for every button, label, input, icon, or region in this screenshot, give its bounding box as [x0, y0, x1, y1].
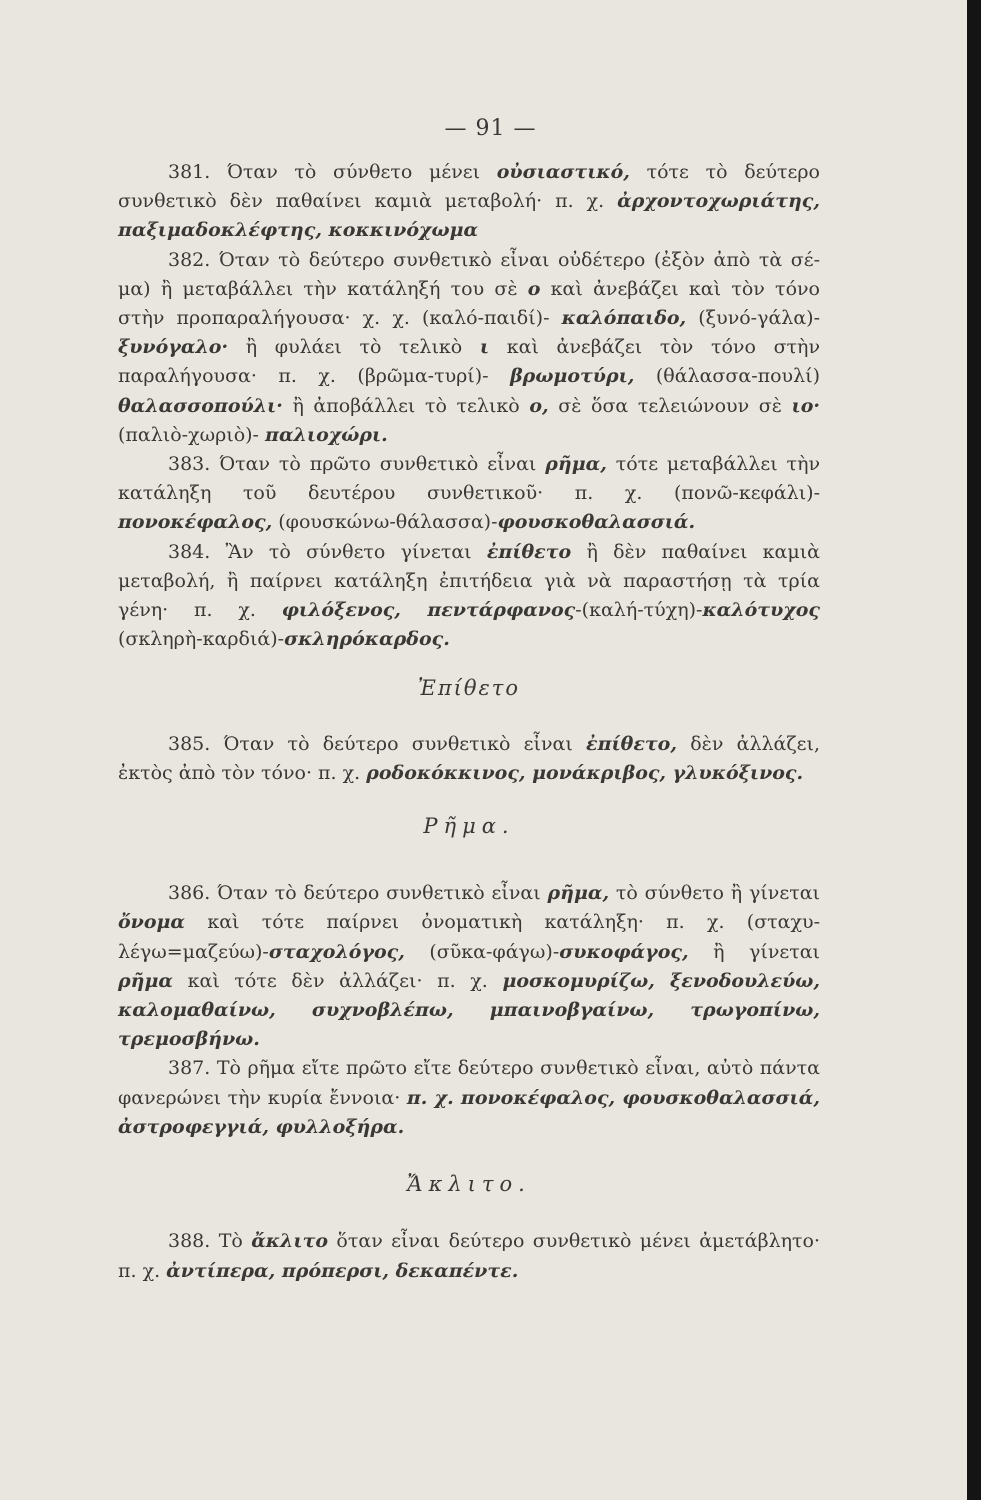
bold-term: ρῆμα	[118, 969, 173, 992]
bold-term: σταχολόγος,	[268, 940, 405, 963]
page-number: — 91 —	[444, 116, 537, 141]
paragraph-number: 388.	[168, 1230, 211, 1253]
section-heading-rima: Ρῆμα.	[423, 814, 515, 839]
paragraph-number: 385.	[168, 732, 211, 755]
paragraph-387: 387. Τὸ ρῆμα εἴτε πρῶτο εἴτε δεύτερο συνθετικὸ εἶναι, αὐτὸ πάντα φανερώνει τὴν κυρία ἔννοια· π. χ. πονοκέφαλος, φουσκοθαλασσιά, ἀστροφεγγιά, φυλλοξήρα.	[118, 1057, 820, 1138]
bold-term: μοσκομυρίζω, ξενοδουλεύω, καλομαθαίνω, συχνοβλέπω, μπαινοβγαίνω, τρωγοπίνω, τρεμοσβήνω.	[118, 969, 820, 1051]
paragraph-number: 381.	[168, 161, 211, 183]
bold-term: σκληρόκαρδος.	[284, 628, 450, 651]
bold-term: ιο·	[791, 394, 821, 417]
bold-term: ἀρχοντοχωριάτης, παξιμαδοκλέφτης, κοκκινόχωμα	[118, 190, 820, 242]
paragraph-number: 386.	[168, 882, 211, 905]
paragraph-number: 387.	[168, 1057, 211, 1080]
bold-term: ροδοκόκκινος, μονάκριβος, γλυκόξινος.	[366, 761, 804, 784]
paragraph-388: 388. Τὸ ἄκλιτο ὅταν εἶναι δεύτερο συνθετικὸ μένει ἀμετάβλητο· π. χ. ἀντίπερα, πρόπερσι, δεκαπέντε.	[118, 1230, 820, 1282]
bold-term: ἐπίθετο	[486, 540, 572, 563]
bold-term: καλότυχος	[702, 599, 820, 622]
paragraph-385: 385. Όταν τὸ δεύτερο συνθετικὸ εἶναι ἐπίθετο, δὲν ἀλλάζει, ἐκτὸς ἀπὸ τὸν τόνο· π. χ. ροδοκόκκινος, μονάκριβος, γλυκόξινος.	[118, 732, 821, 784]
bold-term: πονοκέφαλος,	[118, 511, 273, 534]
paragraph-number: 382.	[168, 248, 211, 271]
bold-term: φουσκοθαλασσιά.	[497, 511, 696, 534]
bold-term: βρωμοτύρι,	[510, 365, 635, 388]
paragraph-383: 383. Όταν τὸ πρῶτο συνθετικὸ εἶναι ρῆμα, τότε μεταβάλλει τὴν κατάληξη τοῦ δευτέρου συνθετικοῦ· π. χ. (πονῶ-κεφάλι)-πονοκέφαλος, (φουσκώνω-θάλασσα)-φουσκοθαλασσιά.	[118, 453, 820, 534]
bold-term: ο,	[529, 394, 549, 417]
paragraph-384: 384. Ἂν τὸ σύνθετο γίνεται ἐπίθετο ἢ δὲν παθαίνει καμιὰ μεταβολή, ἢ παίρνει κατάληξη ἐπιτήδεια γιὰ νὰ παραστήσῃ τὰ τρία γένη· π. χ. φιλόξενος, πεντάρφανος-(καλή-τύχη)-καλότυχος (σκληρὴ-καρδιά)-σκληρόκαρδος.	[118, 540, 820, 651]
paragraph-381: 381. Όταν τὸ σύνθετο μένει οὐσιαστικό, τότε τὸ δεύτερο συνθετικὸ δὲν παθαίνει καμιὰ μεταβολή· π. χ. ἀρχοντοχωριάτης, παξιμαδοκλέφτης, κοκκινόχωμα	[118, 161, 820, 242]
bold-term: φιλόξενος, πεντάρφανος	[281, 599, 576, 622]
bold-term: παλιοχώρι.	[265, 423, 388, 446]
paragraph-number: 383.	[168, 453, 211, 476]
section-heading-epitheto: Ἐπίθετο	[417, 676, 521, 701]
bold-term: π. χ. πονοκέφαλος, φουσκοθαλασσιά, ἀστροφεγγιά, φυλλοξήρα.	[118, 1086, 820, 1138]
section-heading-aklito: Ἄκλιτο.	[407, 1172, 531, 1197]
bold-term: ὄνομα	[118, 911, 186, 934]
bold-term: θαλασσοπούλι·	[118, 394, 283, 417]
bold-term: ι	[479, 336, 490, 359]
paragraph-382: 382. Όταν τὸ δεύτερο συνθετικὸ εἶναι οὐδέτερο (ἐξὸν ἀπὸ τὰ σέ-μα) ἢ μεταβάλλει τὴν κατάληξή του σὲ ο καὶ ἀνεβάζει καὶ τὸν τόνο στὴν προπαραλήγουσα· χ. χ. (καλό-παιδί)- καλόπαιδο, (ξυνό-γάλα)-ξυνόγαλο· ἢ φυλάει τὸ τελικὸ ι καὶ ἀνεβάζει τὸν τόνο στὴν παραλήγουσα· π. χ. (βρῶμα-τυρί)- βρωμοτύρι, (θάλασσα-πουλί) θαλασσοπούλι· ἢ ἀποβάλλει τὸ τελικὸ ο, σὲ ὅσα τελειώνουν σὲ ιο· (παλιὸ-χωριὸ)- παλιοχώρι.	[118, 248, 821, 446]
bold-term: ἄκλιτο	[251, 1230, 329, 1253]
bold-term: ρῆμα,	[545, 453, 607, 476]
bold-term: συκοφάγος,	[559, 940, 689, 963]
bold-term: ἀντίπερα, πρόπερσι, δεκαπέντε.	[166, 1259, 519, 1282]
bold-term: ρῆμα,	[547, 882, 610, 905]
bold-term: ἐπίθετο,	[586, 732, 677, 755]
bold-term: ξυνόγαλο·	[118, 336, 229, 359]
paragraph-number: 384.	[168, 540, 211, 563]
page-body	[118, 158, 820, 1286]
bold-term: ο	[527, 277, 541, 300]
bold-term: οὐσιαστικό,	[496, 161, 630, 183]
page-edge-shadow	[967, 0, 981, 1500]
paragraph-386: 386. Όταν τὸ δεύτερο συνθετικὸ εἶναι ρῆμα, τὸ σύνθετο ἢ γίνεται ὄνομα καὶ τότε παίρνει ὀνοματικὴ κατάληξη· π. χ. (σταχυ-λέγω=μαζεύω)-σταχολόγος, (σῦκα-φάγω)-συκοφάγος, ἢ γίνεται ρῆμα καὶ τότε δὲν ἀλλάζει· π. χ. μοσκομυρίζω, ξενοδουλεύω, καλομαθαίνω, συχνοβλέπω, μπαινοβγαίνω, τρωγοπίνω, τρεμοσβήνω.	[118, 882, 820, 1051]
bold-term: καλόπαιδο,	[561, 307, 687, 330]
